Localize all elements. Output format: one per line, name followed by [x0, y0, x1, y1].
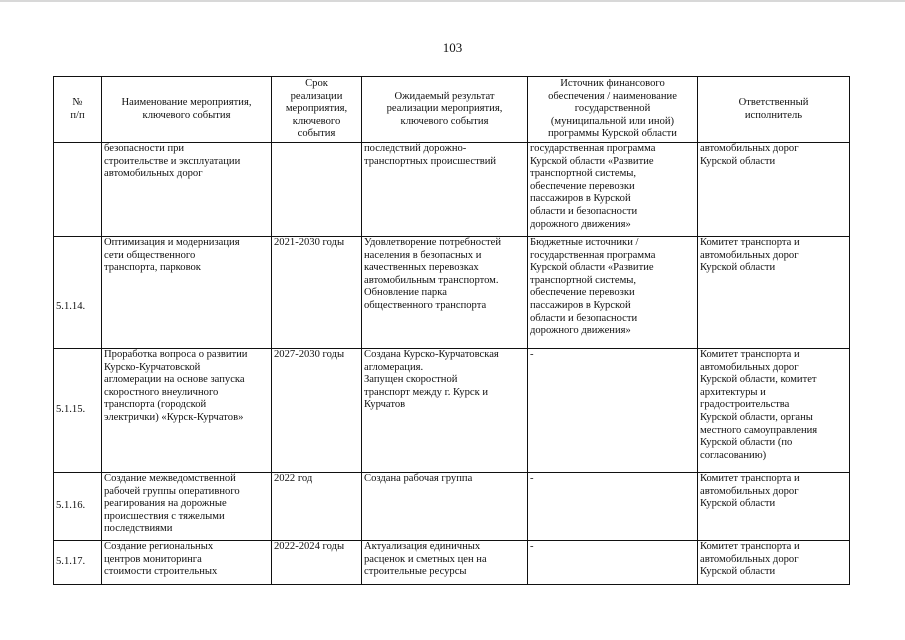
text-line: общественного транспорта	[364, 299, 487, 311]
cell-result	[362, 541, 528, 585]
text-line: Курской области	[700, 262, 776, 274]
text-line: стоимости строительных	[104, 566, 218, 578]
text-line: Актуализация единичных	[364, 541, 481, 552]
cell-responsible	[698, 473, 850, 541]
text-line: Создание региональных	[104, 541, 214, 552]
events-table	[53, 76, 850, 585]
text-line: автомобильных дорог	[700, 485, 799, 497]
cell-source	[528, 237, 698, 349]
cell-num: 5.1.16.	[54, 473, 102, 541]
text-line: транспорта (городской	[104, 399, 207, 411]
cell-name	[102, 237, 272, 349]
text-line: мероприятия,	[285, 103, 348, 115]
text-line: Запущен скоростной	[364, 374, 458, 386]
cell-num	[54, 143, 102, 237]
cell-result	[362, 143, 528, 237]
text-line: пассажиров в Курской	[530, 299, 631, 311]
text-line: обеспечения / наименование	[548, 90, 677, 102]
cell-result	[362, 237, 528, 349]
text-line: агломерации на основе запуска	[104, 374, 245, 386]
text-line: населения в безопасных и	[364, 249, 482, 261]
text-line: последствиями	[104, 523, 173, 535]
text-line: ключевого события	[142, 109, 231, 121]
text-line: Создание межведомственной	[104, 473, 236, 484]
text-line: транспортной системы,	[530, 274, 637, 286]
table-row	[54, 143, 850, 237]
text-line: автомобильных дорог	[700, 361, 799, 373]
cell-source	[528, 473, 698, 541]
header-responsible	[698, 77, 850, 143]
scan-edge	[0, 0, 905, 2]
text-line: Ожидаемый результат	[394, 90, 495, 102]
text-line: строительные ресурсы	[364, 566, 467, 578]
text-line: Бюджетные источники /	[530, 237, 639, 248]
text-line: Создана рабочая группа	[364, 473, 473, 484]
text-line: п/п	[70, 109, 85, 121]
cell-num: 5.1.15.	[54, 349, 102, 473]
text-line: реализации мероприятия,	[386, 103, 503, 115]
text-line: области и безопасности	[530, 312, 638, 324]
header-name	[102, 77, 272, 143]
page-number: 103	[442, 40, 463, 55]
text-line: безопасности при	[104, 143, 185, 154]
text-line: сети общественного	[104, 249, 196, 261]
cell-name	[102, 143, 272, 237]
text-line: Комитет транспорта и	[700, 473, 800, 484]
text-line: обеспечение перевозки	[530, 180, 635, 192]
cell-responsible	[698, 237, 850, 349]
text-line: государственная программа	[530, 249, 656, 261]
text-line: Комитет транспорта и	[700, 541, 800, 552]
text-line: 2021-2030 годы	[274, 237, 345, 248]
text-line: Курской области	[700, 566, 776, 578]
text-line: (муниципальной или иной)	[550, 115, 675, 127]
text-line: Проработка вопроса о развитии	[104, 349, 248, 360]
header-num	[54, 77, 102, 143]
cell-responsible	[698, 349, 850, 473]
table-row	[54, 237, 850, 349]
text-line: автомобильных дорог	[700, 249, 799, 261]
cell-term	[272, 143, 362, 237]
cell-name	[102, 473, 272, 541]
text-line: Ответственный	[738, 96, 809, 108]
text-line: Удовлетворение потребностей	[364, 237, 502, 248]
text-line: дорожного движения»	[530, 218, 631, 230]
cell-result	[362, 473, 528, 541]
text-line: транспорт между г. Курск и	[364, 386, 489, 398]
text-line: события	[297, 128, 336, 140]
header-result	[362, 77, 528, 143]
text-line: Курской области, органы	[700, 411, 813, 423]
text-line: расценок и сметных цен на	[364, 553, 487, 565]
text-line: Источник финансового	[560, 78, 665, 90]
cell-num: 5.1.14.	[54, 237, 102, 349]
text-line: автомобильным транспортом.	[364, 274, 499, 286]
text-line: Курской области (по	[700, 437, 793, 449]
cell-term	[272, 473, 362, 541]
table-row	[54, 349, 850, 473]
text-line: 2027-2030 годы	[274, 349, 345, 360]
text-line: 2022-2024 годы	[274, 541, 345, 552]
text-line: автомобильных дорог	[700, 553, 799, 565]
cell-responsible	[698, 541, 850, 585]
text-line: последствий дорожно-	[364, 143, 467, 154]
cell-responsible	[698, 143, 850, 237]
text-line: скоростного внеуличного	[104, 386, 219, 398]
cell-source	[528, 541, 698, 585]
text-line: согласованию)	[700, 449, 767, 461]
text-line: государственной	[574, 103, 651, 115]
text-line: рабочей группы оперативного	[104, 485, 240, 497]
cell-term	[272, 237, 362, 349]
text-line: Курской области «Развитие	[530, 155, 654, 167]
text-line: -	[530, 349, 534, 360]
cell-term	[272, 349, 362, 473]
text-line: происшествия с тяжелыми	[104, 510, 225, 522]
text-line: автомобильных дорог	[700, 143, 799, 154]
text-line: Наименование мероприятия,	[121, 96, 252, 108]
text-line: электрички) «Курск-Курчатов»	[104, 411, 244, 423]
text-line: обеспечение перевозки	[530, 287, 635, 299]
text-line: Курской области «Развитие	[530, 262, 654, 274]
text-line: агломерация.	[364, 361, 424, 373]
table-header-row	[54, 77, 850, 143]
text-line: программы Курской области	[548, 128, 677, 140]
text-line: градостроительства	[700, 399, 790, 411]
text-line: Курской области	[700, 498, 776, 510]
text-line: исполнитель	[744, 109, 803, 121]
text-line: автомобильных дорог	[104, 168, 203, 180]
table-row	[54, 473, 850, 541]
text-line: Оптимизация и модернизация	[104, 237, 240, 248]
text-line: Срок	[305, 78, 328, 90]
text-line: Курской области	[700, 155, 776, 167]
text-line: Курской области, комитет	[700, 374, 817, 386]
text-line: реагирования на дорожные	[104, 498, 227, 510]
cell-source	[528, 143, 698, 237]
text-line: строительстве и эксплуатации	[104, 155, 241, 167]
text-line: пассажиров в Курской	[530, 193, 631, 205]
text-line: -	[530, 541, 534, 552]
text-line: области и безопасности	[530, 205, 638, 217]
text-line: -	[530, 473, 534, 484]
cell-num: 5.1.17.	[54, 541, 102, 585]
text-line: Комитет транспорта и	[700, 237, 800, 248]
text-line: Обновление парка	[364, 287, 447, 299]
text-line: транспорта, парковок	[104, 262, 201, 274]
cell-name	[102, 349, 272, 473]
text-line: Создана Курско-Курчатовская	[364, 349, 499, 360]
text-line: реализации	[290, 90, 343, 102]
text-line: местного самоуправления	[700, 424, 818, 436]
cell-source	[528, 349, 698, 473]
cell-term	[272, 541, 362, 585]
header-term	[272, 77, 362, 143]
text-line: дорожного движения»	[530, 325, 631, 337]
text-line: Комитет транспорта и	[700, 349, 800, 360]
text-line: №	[72, 96, 83, 108]
text-line: центров мониторинга	[104, 553, 202, 565]
text-line: Курчатов	[364, 399, 406, 411]
text-line: 2022 год	[274, 473, 313, 484]
table-row	[54, 541, 850, 585]
text-line: транспортных происшествий	[364, 155, 497, 167]
cell-name	[102, 541, 272, 585]
text-line: ключевого события	[400, 115, 489, 127]
header-source	[528, 77, 698, 143]
text-line: Курско-Курчатовской	[104, 361, 201, 373]
text-line: архитектуры и	[700, 386, 766, 398]
text-line: транспортной системы,	[530, 168, 637, 180]
text-line: ключевого	[292, 115, 341, 127]
text-line: качественных перевозках	[364, 262, 479, 274]
cell-result	[362, 349, 528, 473]
text-line: государственная программа	[530, 143, 656, 154]
